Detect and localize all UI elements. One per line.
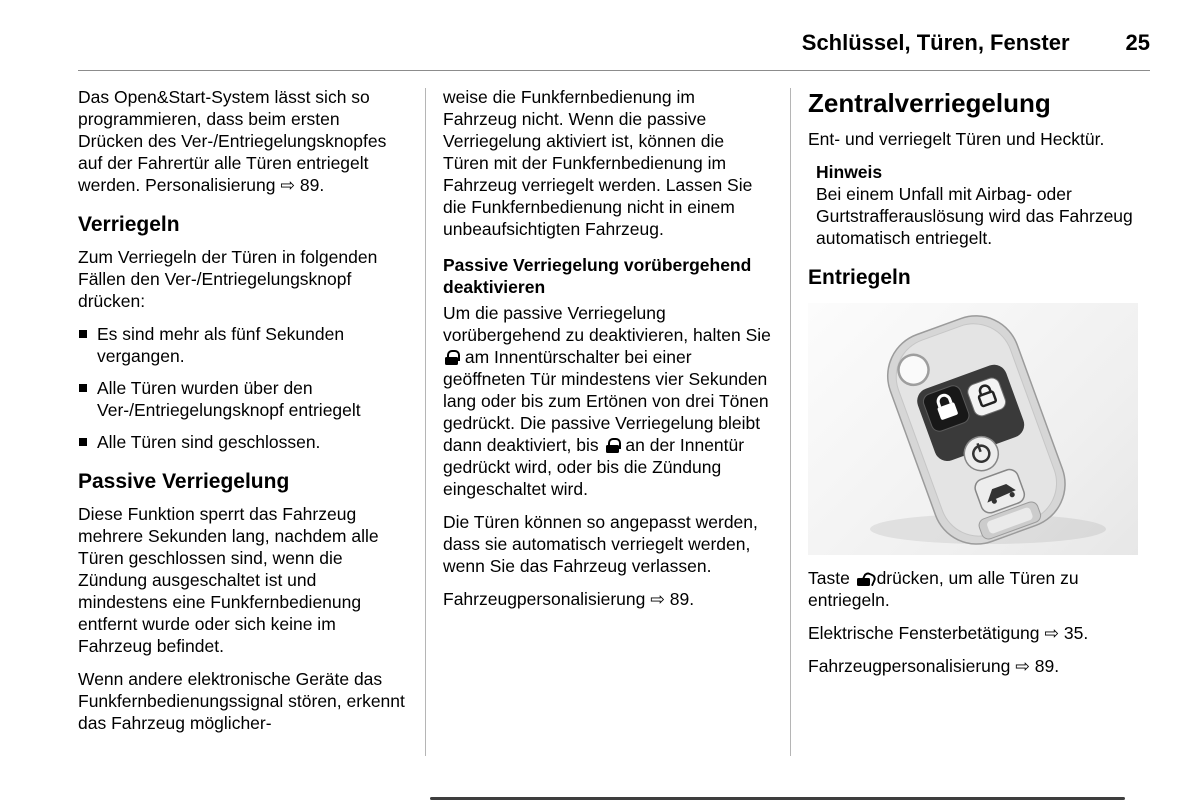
bullet-text: Es sind mehr als fünf Sekunden vergangen. bbox=[97, 324, 345, 366]
paragraph-personalisierung-ref: Fahrzeugpersonalisierung ⇨ 89. bbox=[808, 656, 1060, 676]
column-3 bbox=[808, 86, 1138, 756]
paragraph-passive-2: Wenn andere elektronische Geräte das Funkfernbedienungssignal stören, erkennt das Fahrzeug möglicher- bbox=[78, 669, 405, 733]
heading-entriegeln: Entriegeln bbox=[808, 266, 911, 289]
bullet-item bbox=[78, 323, 408, 367]
column-1 bbox=[78, 86, 408, 756]
key-fob-image bbox=[808, 303, 1138, 555]
paragraph-verriegeln-intro: Zum Verriegeln der Türen in folgenden Fällen den Ver-/Entriegelungsknopf drücken: bbox=[78, 247, 378, 311]
note-block bbox=[816, 161, 1138, 249]
bullet-item bbox=[78, 377, 408, 421]
note-text: Bei einem Unfall mit Airbag- oder Gurtstrafferauslösung wird das Fahrzeug automatisch entriegelt. bbox=[816, 184, 1133, 248]
page-header bbox=[78, 30, 1150, 56]
header-rule bbox=[78, 70, 1150, 71]
note-label: Hinweis bbox=[816, 162, 883, 182]
text-segment: Taste bbox=[808, 568, 855, 588]
text-segment: drücken, um alle Türen zu entriegeln. bbox=[808, 568, 1079, 610]
bullet-item bbox=[78, 431, 408, 453]
paragraph-auto-verriegeln: Die Türen können so angepasst werden, dass sie automatisch verriegelt werden, wenn Sie das Fahrzeug verlassen. bbox=[443, 512, 758, 576]
paragraph-openstart: Das Open&Start-System lässt sich so programmieren, dass beim ersten Drücken des Ver-/Entriegelungsknopfes auf der Fahrertür alle Türen entriegelt werden. Personalisierung ⇨ 89. bbox=[78, 87, 387, 195]
text-segment: Um die passive Verriegelung vorübergehend zu deaktivieren, halten Sie bbox=[443, 303, 771, 345]
subheading-passive-deaktivieren: Passive Verriegelung vorübergehend deaktivieren bbox=[443, 255, 752, 297]
paragraph-passive-1: Diese Funktion sperrt das Fahrzeug mehrere Sekunden lang, nachdem alle Türen geschlossen sind, wenn die Zündung ausgeschaltet ist und mindestens eine Funkfernbedienung entfernt wurde oder sich keine im Fahrzeug befindet. bbox=[78, 504, 379, 656]
text-segment: am Innentürschalter bei einer geöffneten Tür mindestens vier Sekunden lang oder bis zum Ertönen von drei Tönen gedrückt. Die passive Verriegelung bleibt dann deaktiviert, bis bbox=[443, 347, 769, 455]
paragraph-zentral-intro: Ent- und verriegelt Türen und Hecktür. bbox=[808, 129, 1105, 149]
paragraph-fenster-ref: Elektrische Fensterbetätigung ⇨ 35. bbox=[808, 623, 1089, 643]
lock-icon bbox=[606, 438, 619, 453]
column-divider bbox=[790, 88, 791, 756]
paragraph-personalisierung-ref: Fahrzeugpersonalisierung ⇨ 89. bbox=[443, 589, 695, 609]
heading-verriegeln: Verriegeln bbox=[78, 213, 180, 236]
bullet-text: Alle Türen sind geschlossen. bbox=[97, 432, 321, 452]
caption-unlock bbox=[808, 567, 1138, 611]
column-2 bbox=[443, 86, 773, 756]
key-fob-figure bbox=[808, 303, 1138, 555]
text-segment: an der Innentür gedrückt wird, oder bis die Zündung eingeschaltet wird. bbox=[443, 435, 745, 499]
bullet-text: Alle Türen wurden über den Ver-/Entriegelungsknopf entriegelt bbox=[97, 378, 361, 420]
heading-zentralverriegelung: Zentralverriegelung bbox=[808, 88, 1051, 118]
paragraph-deaktivieren bbox=[443, 302, 773, 500]
unlock-icon bbox=[857, 571, 870, 586]
heading-passive-verriegelung: Passive Verriegelung bbox=[78, 470, 290, 493]
chapter-title: Schlüssel, Türen, Fenster bbox=[801, 30, 1070, 55]
lock-icon bbox=[445, 350, 458, 365]
page-number: 25 bbox=[1125, 30, 1150, 55]
paragraph-passive-continued: weise die Funkfernbedienung im Fahrzeug nicht. Wenn die passive Verriegelung aktiviert ist, können die Türen mit der Funkfernbedienung im Fahrzeug verriegelt werden. Lassen Sie die Funkfernbedienung nicht in einem unbeaufsichtigten Fahrzeug. bbox=[443, 87, 753, 239]
page-bottom-edge bbox=[430, 797, 1125, 800]
column-divider bbox=[425, 88, 426, 756]
content-columns bbox=[78, 86, 1150, 756]
